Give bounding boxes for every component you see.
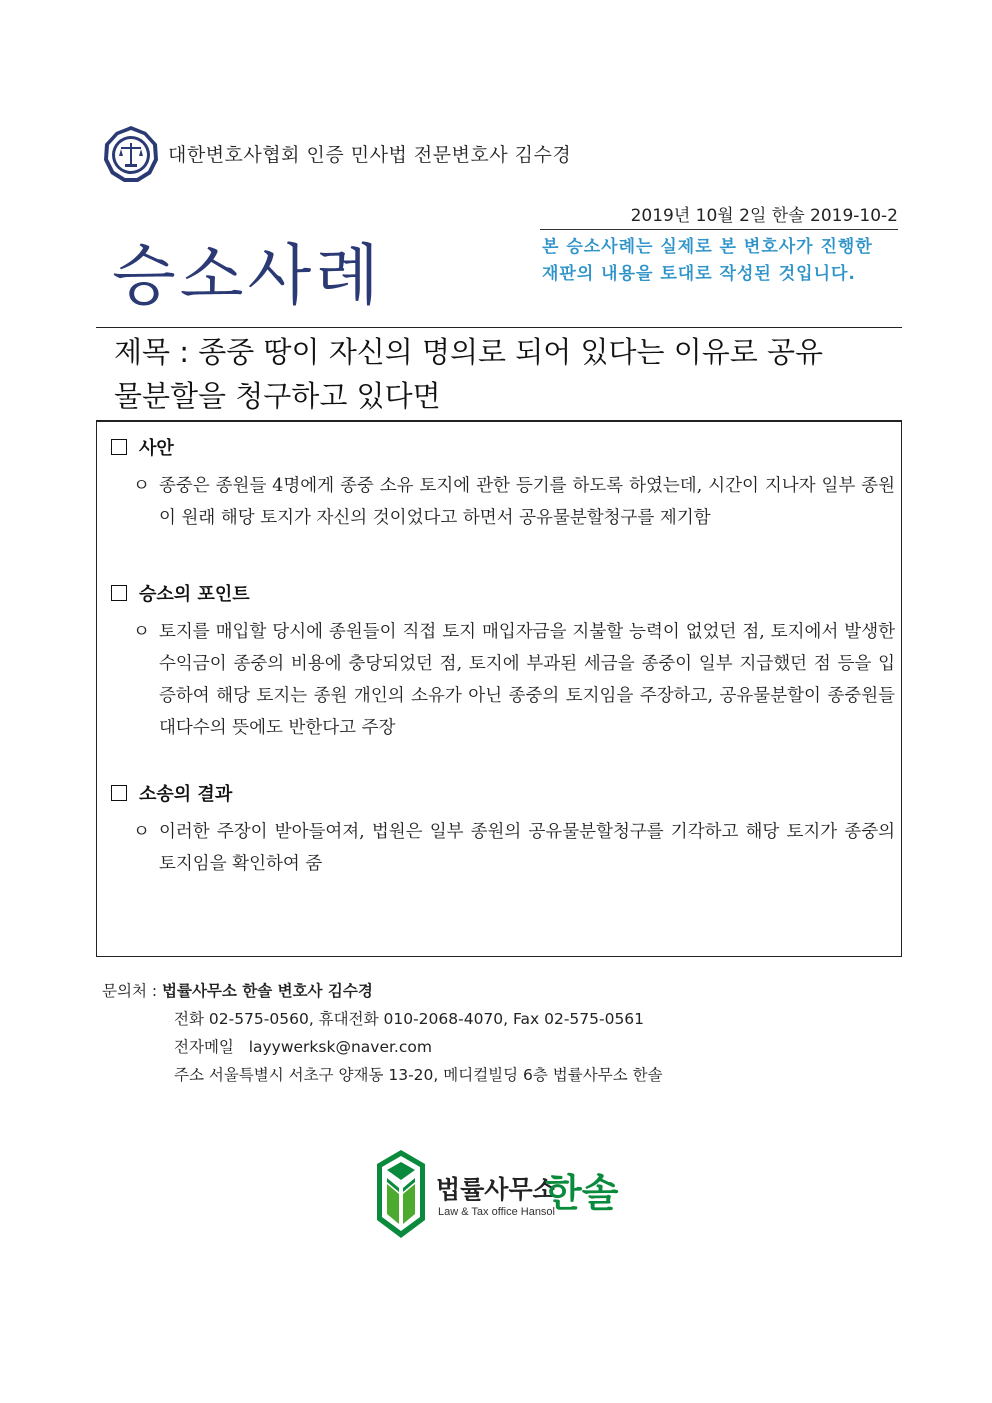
subject-line-2: 물분할을 청구하고 있다면: [114, 379, 441, 413]
circle-bullet-icon: ㅇ: [133, 822, 150, 842]
contact-label: 문의처 :: [102, 982, 162, 1000]
subject-line-1: 제목 : 종중 땅이 자신의 명의로 되어 있다는 이유로 공유: [114, 335, 824, 369]
association-certification-line: 대한변호사협회 인증 민사법 전문변호사 김수경: [168, 144, 572, 166]
contact-name: 법률사무소 한솔 변호사 김수경: [162, 982, 373, 1000]
section-heading-label: 사안: [139, 438, 174, 459]
section-paragraph: [133, 616, 895, 744]
logo-brand: 한솔: [545, 1171, 619, 1215]
paragraph-text: 종중은 종원들 4명에게 종중 소유 토지에 관한 등기를 하도록 하였는데, 시간이 지나자 일부 종원이 원래 해당 토지가 자신의 것이었다고 하면서 공유물분할청구를 제기함: [159, 476, 895, 528]
contact-info: [102, 977, 663, 1089]
case-content-box: [96, 421, 902, 957]
section-heading-winning-points: [111, 580, 250, 606]
section-heading-label: 소송의 결과: [139, 784, 233, 805]
logo-subtitle: Law & Tax office Hansol: [438, 1206, 555, 1218]
checkbox-square-icon: [111, 785, 127, 801]
paragraph-text: 이러한 주장이 받아들여져, 법원은 일부 종원의 공유물분할청구를 기각하고 해당 토지가 종중의 토지임을 확인하여 줌: [159, 822, 895, 874]
section-heading-case: [111, 434, 174, 460]
section-heading-result: [111, 780, 232, 806]
circle-bullet-icon: ㅇ: [133, 476, 150, 496]
section-paragraph: [133, 470, 895, 534]
date-line: 2019년 10월 2일 한솔 2019-10-2: [540, 201, 898, 230]
contact-address: 주소 서울특별시 서초구 양재동 13-20, 메디컬빌딩 6층 법률사무소 한솔: [174, 1066, 663, 1084]
contact-phone: 전화 02-575-0560, 휴대전화 010-2068-4070, Fax 02-575-0561: [174, 1010, 645, 1028]
subject-block: [96, 327, 902, 421]
circle-bullet-icon: ㅇ: [133, 622, 150, 642]
paragraph-text: 토지를 매입할 당시에 종원들이 직접 토지 매입자금을 지불할 능력이 없었던 점, 토지에서 발생한 수익금이 종중의 비용에 충당되었던 점, 토지에 부과된 세금을 종중이 일부 지급했던 점 등을 입증하여 해당 토지는 종원 개인의 소유가 아닌 종중의 토지임을 주장하고, 공유물분할이 종중원들 대다수의 뜻에도 반한다고 주장: [159, 622, 895, 738]
email-label: 전자메일: [174, 1038, 234, 1056]
section-paragraph: [133, 816, 895, 880]
page-title: 승소사례: [112, 237, 384, 314]
email-link[interactable]: layywerksk@naver.com: [248, 1038, 432, 1056]
notice-text: 본 승소사례는 실제로 본 변호사가 진행한 재판의 내용을 토대로 작성된 것입니다.: [542, 237, 873, 284]
section-heading-label: 승소의 포인트: [139, 584, 250, 605]
logo-firm-name: 법률사무소: [436, 1175, 557, 1204]
checkbox-square-icon: [111, 585, 127, 601]
checkbox-square-icon: [111, 439, 127, 455]
bar-association-emblem-icon: [100, 124, 162, 186]
